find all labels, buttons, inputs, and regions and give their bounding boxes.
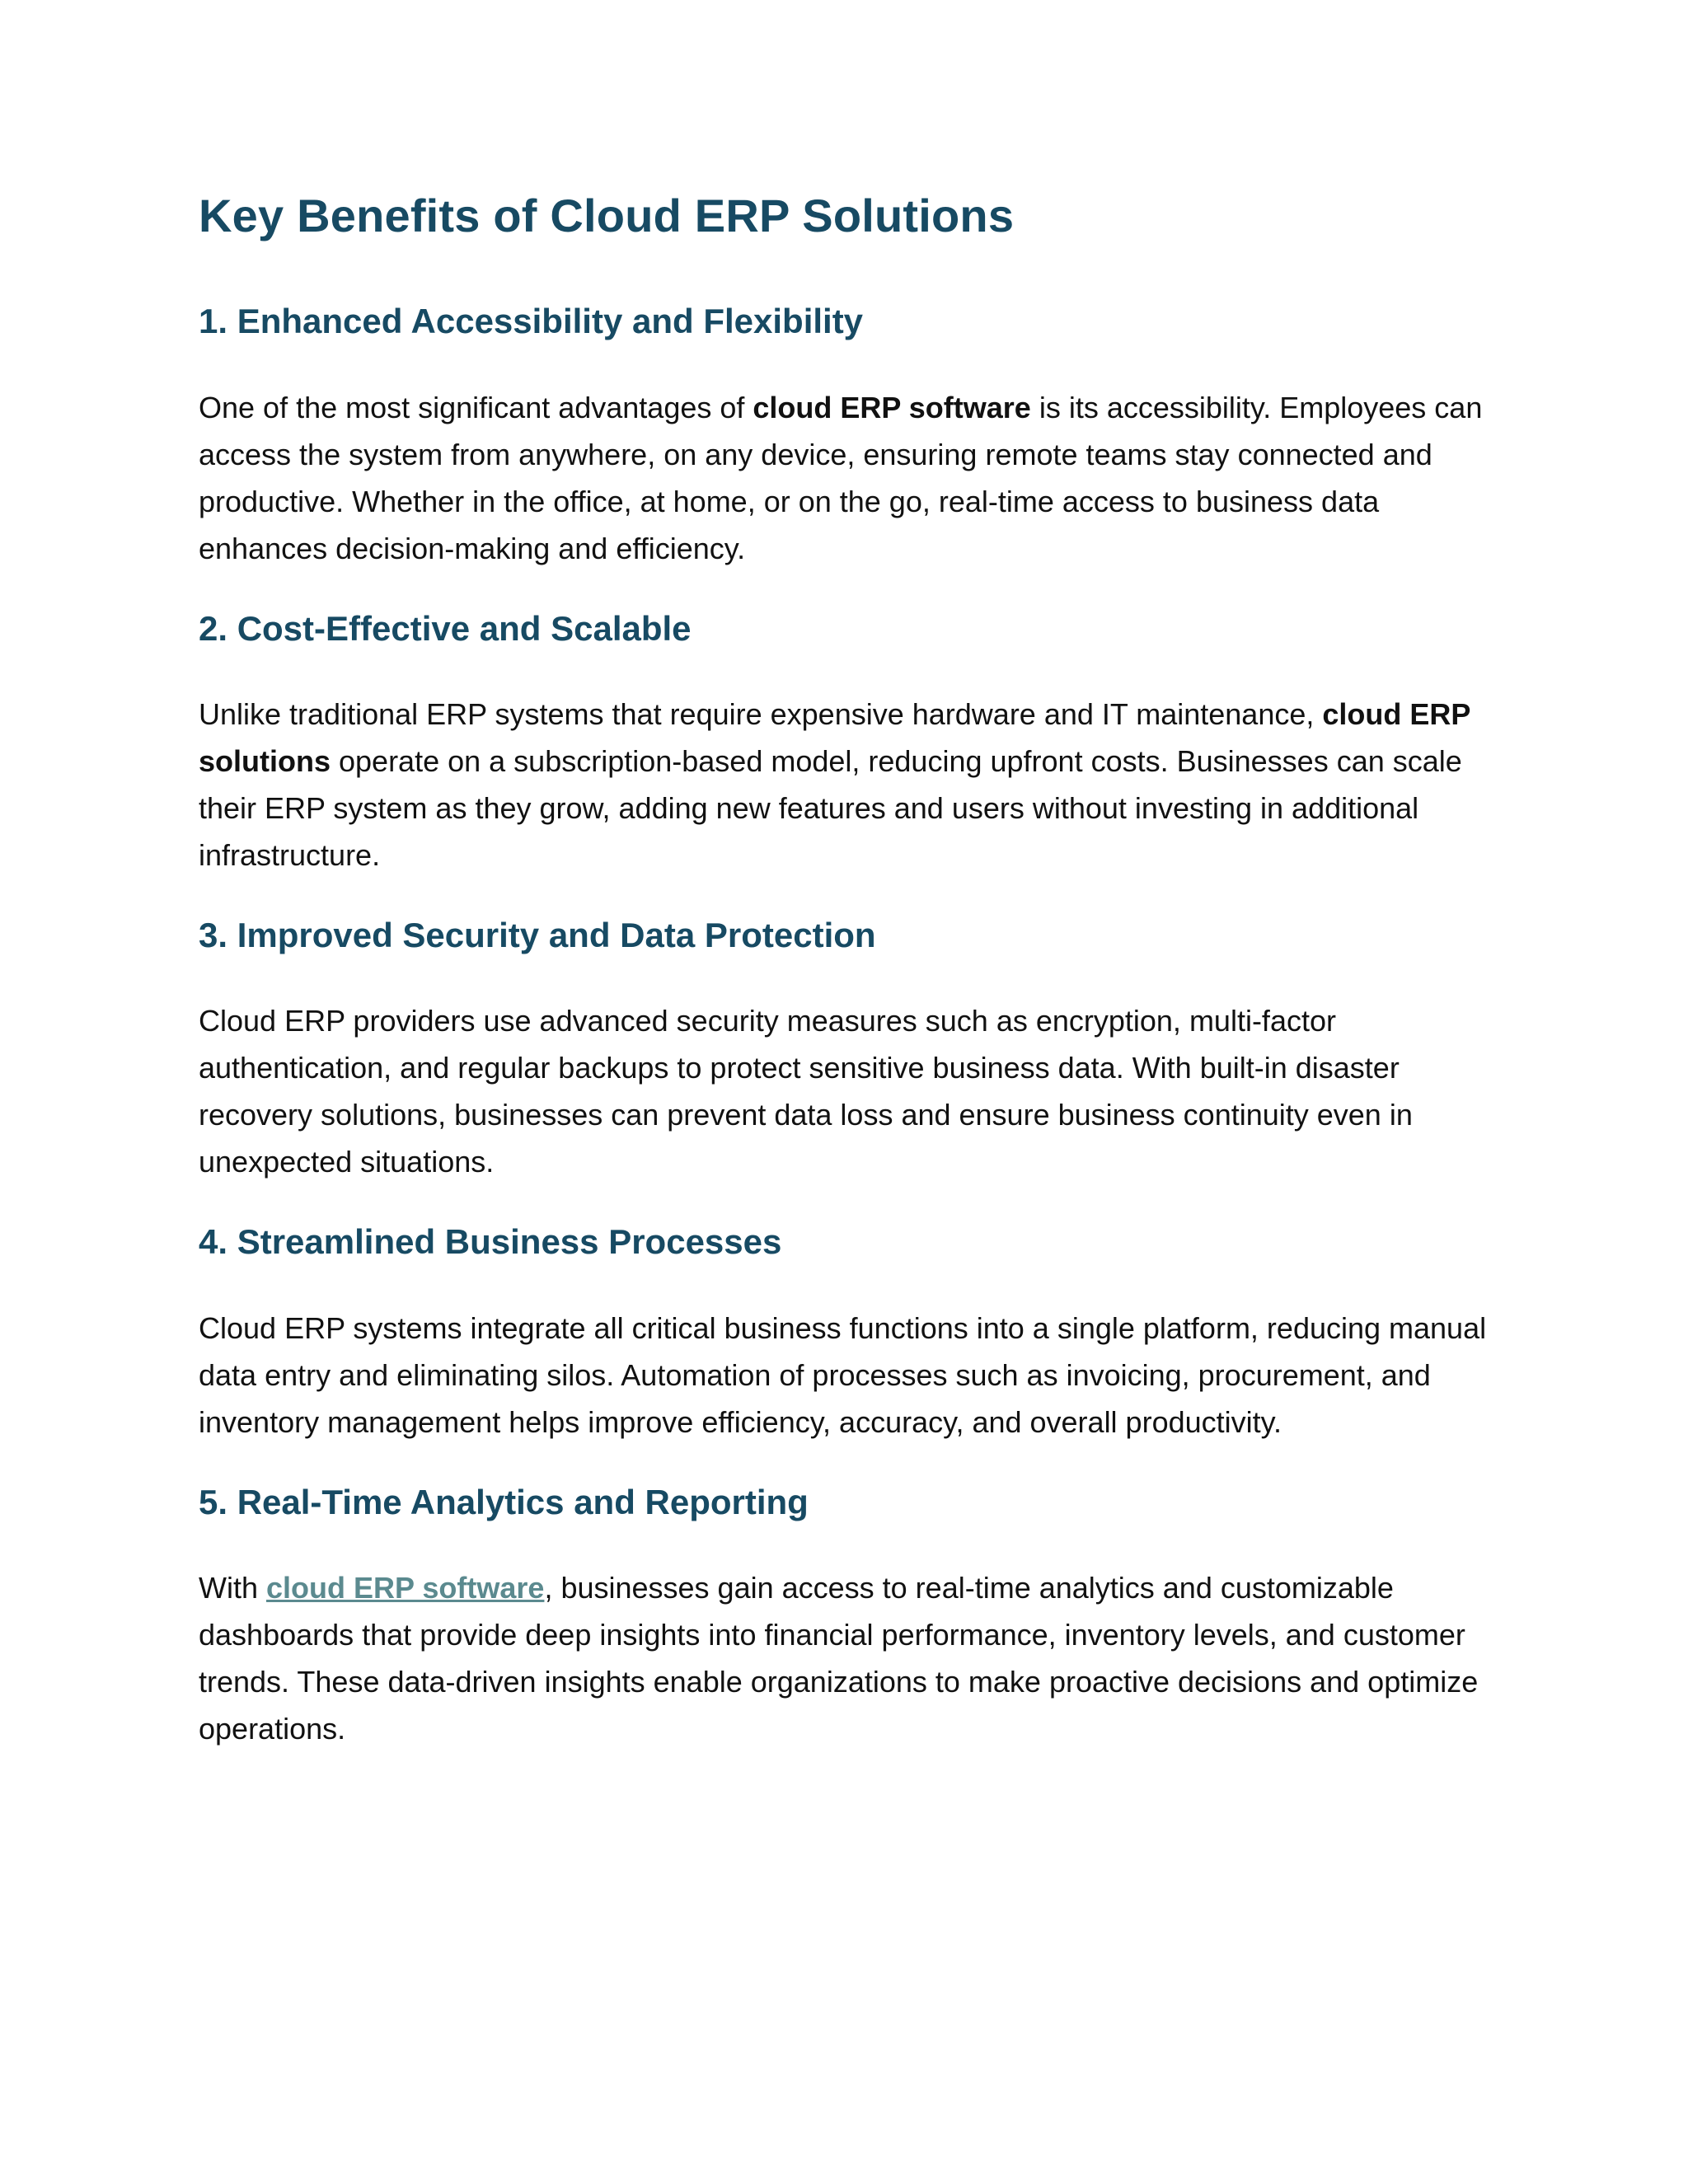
section-processes [199, 1221, 1493, 1445]
section-heading: 3. Improved Security and Data Protection [199, 915, 876, 954]
document-body [199, 188, 1493, 1752]
paragraph-text: With [199, 1571, 267, 1605]
paragraph-text: Unlike traditional ERP systems that require expensive hardware and IT maintenance, [199, 696, 1323, 731]
paragraph-text: operate on a subscription-based model, reducing upfront costs. Businesses can scale their ERP system as they grow, adding new features and users without investing in additional infrastructure. [199, 743, 1462, 872]
section-heading: 2. Cost-Effective and Scalable [199, 608, 692, 648]
section-heading: 4. Streamlined Business Processes [199, 1222, 782, 1262]
page-title: Key Benefits of Cloud ERP Solutions [199, 190, 1015, 241]
section-cost [199, 608, 1493, 879]
bold-term: cloud ERP solutions [199, 696, 1470, 778]
section-paragraph [199, 691, 1493, 879]
section-security [199, 915, 1493, 1185]
section-heading: 1. Enhanced Accessibility and Flexibility [199, 302, 864, 341]
section-analytics [199, 1482, 1493, 1752]
section-paragraph [199, 384, 1493, 572]
section-accessibility [199, 301, 1493, 571]
section-heading: 5. Real-Time Analytics and Reporting [199, 1482, 809, 1521]
paragraph-text: One of the most significant advantages of [199, 390, 753, 424]
section-paragraph [199, 1564, 1493, 1752]
section-paragraph: Cloud ERP systems integrate all critical business functions into a single platform, reducing manual data entry and eliminating silos. Automation of processes such as invoicing, procurement, and inventory management helps improve efficiency, accuracy, and overall productivity. [199, 1310, 1487, 1439]
paragraph-text: is its accessibility. Employees can access the system from anywhere, on any device, ensuring remote teams stay connected and productive. Whether in the office, at home, or on the go, real-time access to business data enhances decision-making and efficiency. [199, 390, 1483, 565]
paragraph-text: , businesses gain access to real-time analytics and customizable dashboards that provide deep insights into financial performance, inventory levels, and customer trends. These data-driven insights enable organizations to make proactive decisions and optimize operations. [199, 1571, 1479, 1746]
cloud-erp-software-link[interactable]: cloud ERP software [266, 1571, 545, 1605]
bold-term: cloud ERP software [753, 390, 1031, 424]
section-paragraph: Cloud ERP providers use advanced security measures such as encryption, multi-factor authentication, and regular backups to protect sensitive business data. With built-in disaster recovery solutions, businesses can prevent data loss and ensure business continuity even in unexpected situations. [199, 1004, 1413, 1179]
